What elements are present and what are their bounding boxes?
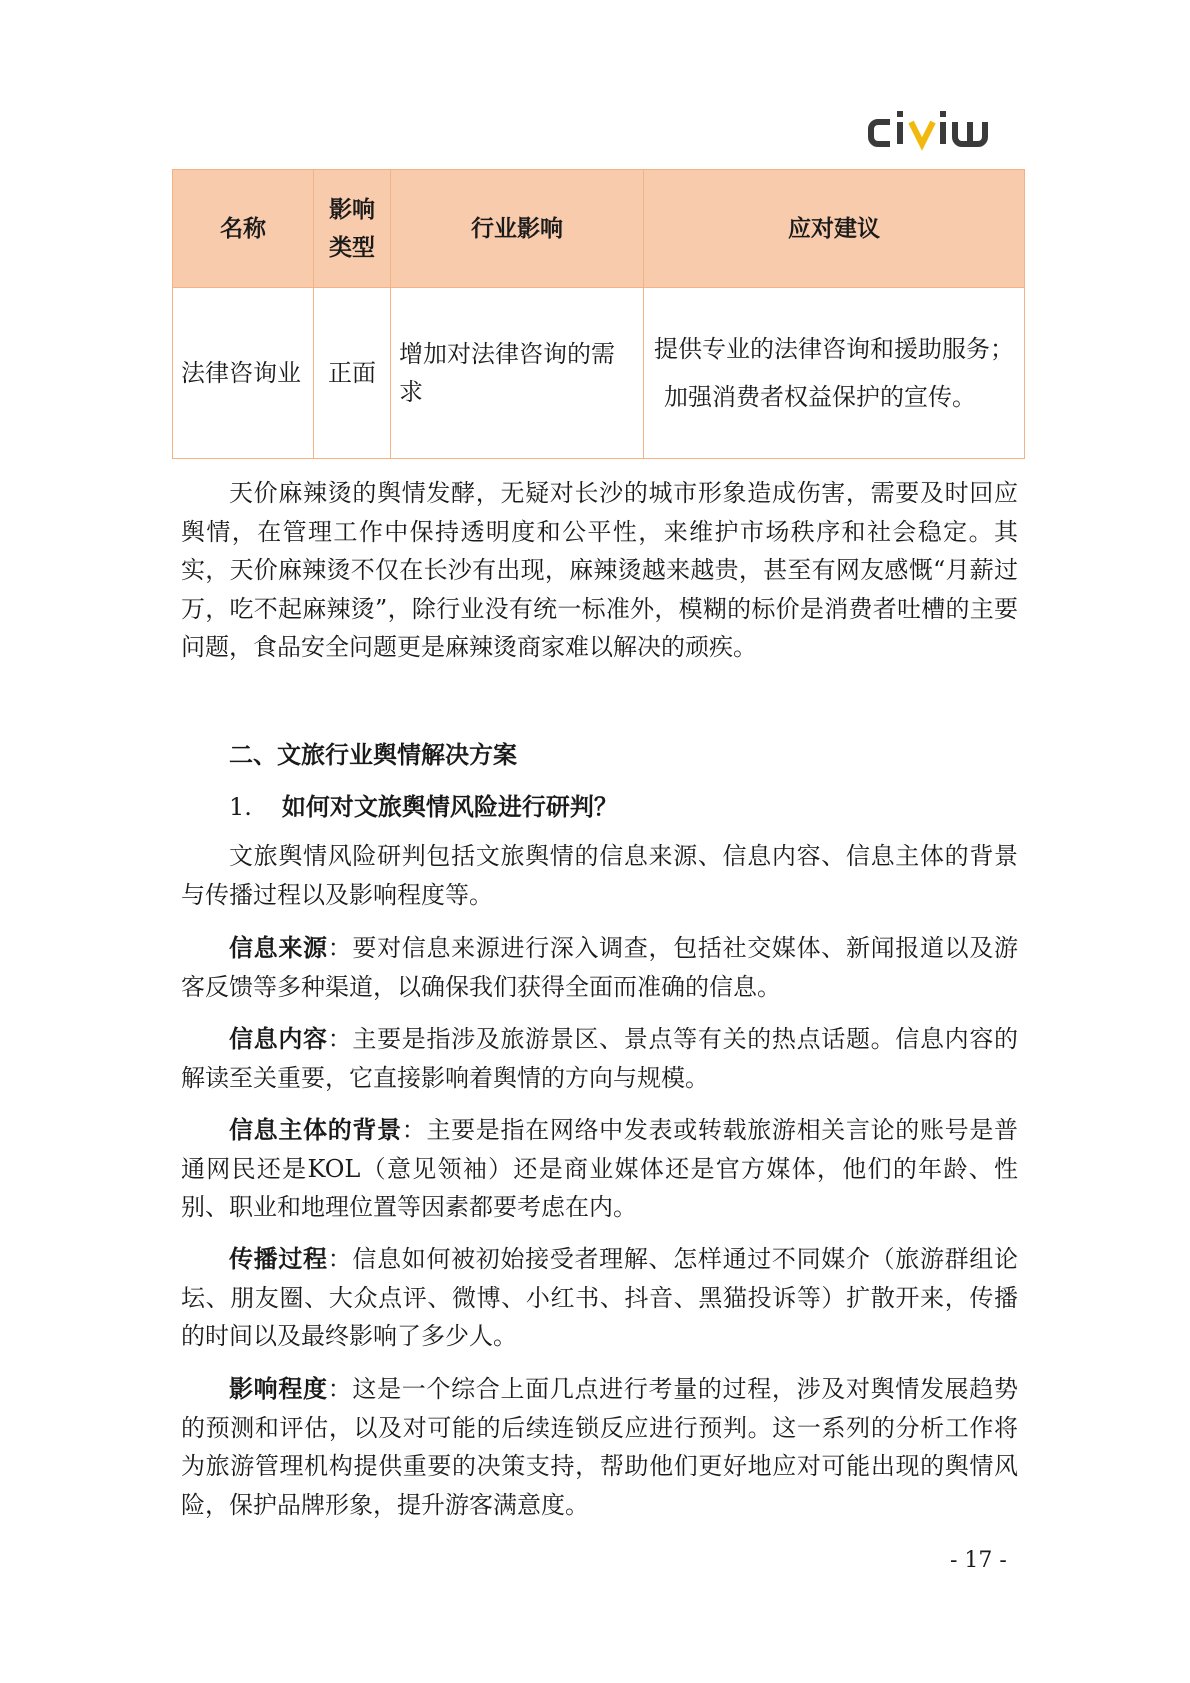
advice-line-2: 加强消费者权益保护的宣传。 [664,383,976,411]
item-text: 主要是指在网络中发表或转载旅游相关言论的账号是普通网民还是KOL（意见领袖）还是商业媒体还是官方媒体，他们的年龄、性别、职业和地理位置等因素都要考虑在内。 [181,1116,1019,1221]
item-label: 传播过程 [229,1245,328,1273]
intro-paragraph: 天价麻辣烫的舆情发酵，无疑对长沙的城市形象造成伤害，需要及时回应舆情，在管理工作中保持透明度和公平性，来维护市场秩序和社会稳定。其实，天价麻辣烫不仅在长沙有出现，麻辣烫越来越贵，甚至有网友感慨“月薪过万，吃不起麻辣烫”，除行业没有统一标准外，模糊的标价是消费者吐槽的主要问题，食品安全问题更是麻辣烫商家难以解决的顽疾。 [181,479,1018,661]
subsection-title: 如何对文旅舆情风险进行研判？ [281,793,618,821]
cell-industry-impact: 增加对法律咨询的需求 [391,288,644,459]
cell-name: 法律咨询业 [173,288,314,459]
subsection-number: 1. [229,793,252,821]
summary-block [181,837,1018,914]
item-label: 信息主体的背景 [229,1116,402,1144]
header-name: 名称 [173,170,314,288]
item-paragraph [181,929,1018,1006]
item-paragraph [181,1370,1018,1524]
header-impact-type-line2: 类型 [329,234,375,261]
header-impact-type-line1: 影响 [329,196,375,223]
item-label: 信息来源 [229,934,328,962]
summary-paragraph: 文旅舆情风险研判包括文旅舆情的信息来源、信息内容、信息主体的背景与传播过程以及影响程度等。 [181,842,1018,909]
item-source [181,929,1018,1006]
item-subject-background [181,1111,1018,1227]
item-separator: ： [327,934,353,962]
item-impact-degree [181,1370,1018,1524]
table-row [173,288,1025,459]
civiw-logo [868,108,1008,156]
item-content [181,1020,1018,1097]
page-number: - 17 - [950,1548,1007,1573]
item-separator: ： [401,1116,427,1144]
item-label: 影响程度 [229,1375,328,1403]
cell-impact-type: 正面 [314,288,391,459]
item-text: 这是一个综合上面几点进行考量的过程，涉及对舆情发展趋势的预测和评估，以及对可能的后续连锁反应进行预判。这一系列的分析工作将为旅游管理机构提供重要的决策支持，帮助他们更好地应对可能出现的舆情风险，保护品牌形象，提升游客满意度。 [181,1375,1019,1519]
item-separator: ： [327,1245,353,1273]
item-paragraph [181,1020,1018,1097]
item-paragraph [181,1111,1018,1227]
item-text: 要对信息来源进行深入调查，包括社交媒体、新闻报道以及游客反馈等多种渠道，以确保我们获得全面而准确的信息。 [181,934,1019,1001]
item-text: 信息如何被初始接受者理解、怎样通过不同媒介（旅游群组论坛、朋友圈、大众点评、微博、小红书、抖音、黑猫投诉等）扩散开来，传播的时间以及最终影响了多少人。 [181,1245,1019,1350]
item-separator: ： [327,1375,353,1403]
item-label: 信息内容 [229,1025,328,1053]
header-advice: 应对建议 [644,170,1025,288]
item-propagation [181,1240,1018,1356]
section-title: 二、文旅行业舆情解决方案 [229,741,517,769]
table-header-row [173,170,1025,288]
intro-block [181,474,1018,667]
item-separator: ： [327,1025,353,1053]
item-text: 主要是指涉及旅游景区、景点等有关的热点话题。信息内容的解读至关重要，它直接影响着舆情的方向与规模。 [181,1025,1019,1092]
advice-line-1: 提供专业的法律咨询和援助服务； [654,335,1014,363]
industry-impact-table [172,169,1025,459]
header-industry-impact: 行业影响 [391,170,644,288]
civiw-logo-mark [868,108,1008,156]
item-paragraph [181,1240,1018,1356]
header-impact-type [314,170,391,288]
cell-advice [644,288,1025,459]
subsection-heading [229,787,618,822]
